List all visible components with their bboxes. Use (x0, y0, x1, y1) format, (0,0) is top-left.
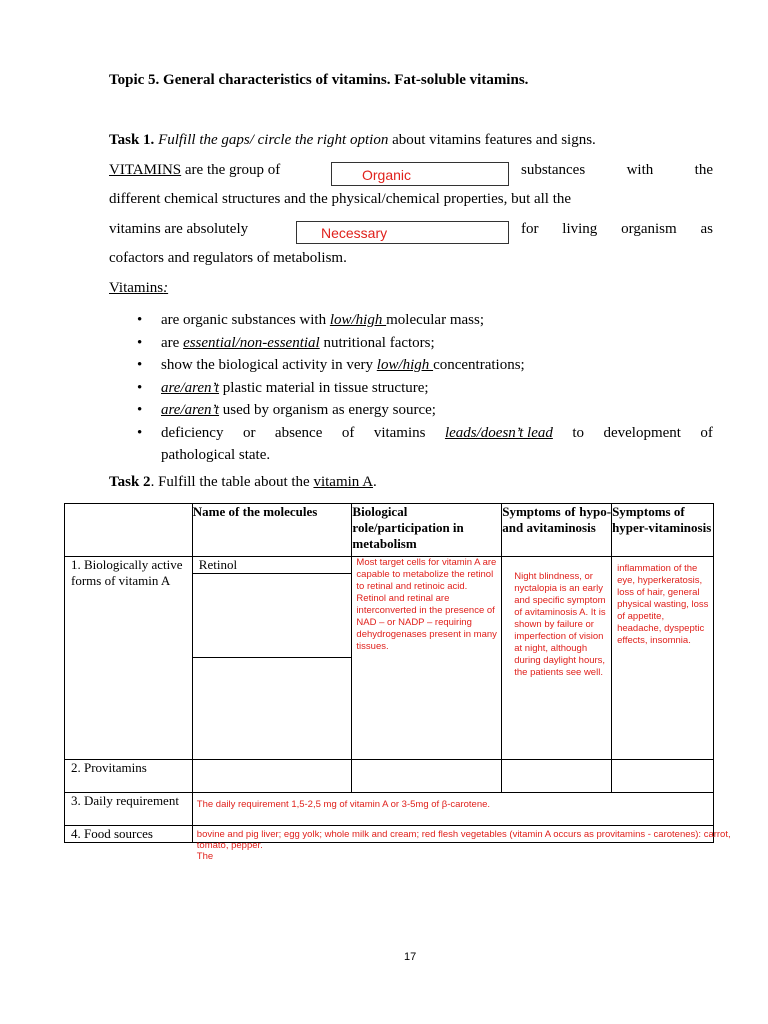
row-label-provitamins: 2. Provitamins (65, 760, 193, 793)
task1-label: Task 1. (109, 132, 155, 148)
option-are-arent-energy[interactable]: are/aren’t (161, 402, 220, 418)
row-label-food-sources: 4. Food sources (65, 826, 193, 843)
bullet-text: plastic material in tissue structure; (219, 379, 429, 396)
provitamins-cell[interactable] (612, 760, 714, 793)
daily-requirement-cell[interactable] (192, 793, 713, 826)
task1-line3-b1: for (521, 221, 539, 237)
bullet-word: to (572, 424, 584, 441)
option-low-high[interactable]: low/high (329, 312, 387, 328)
bullet-text: molecular mass; (386, 312, 484, 328)
task1-line3-right (521, 219, 713, 239)
task1-line3-b4: as (700, 221, 713, 237)
table-header-row (65, 504, 714, 557)
bullet-word: or (242, 424, 256, 441)
task1-line3-b2: living (562, 221, 598, 237)
task1-heading (109, 130, 596, 150)
list-item (137, 399, 713, 422)
bullet-word: vitamins (373, 424, 426, 441)
option-are-arent-plastic[interactable]: are/aren’t (161, 379, 220, 396)
task1-line3-b3: organism (621, 221, 677, 237)
list-item (137, 332, 713, 355)
bullet-text: are (161, 334, 184, 351)
task1-line1-b1: substances (521, 162, 586, 178)
vitamins-heading-word: Vitamins (109, 280, 164, 296)
food-sources-text-extra: The (196, 851, 214, 862)
role-cell[interactable] (352, 557, 502, 760)
vitamins-heading-colon: : (163, 280, 169, 296)
daily-requirement-answer: The daily requirement 1,5-2,5 mg of vitamin A or 3-5mg of β-carotene. (196, 799, 491, 810)
task1-instruction: Fulfill the gaps/ circle the right option (158, 132, 389, 148)
task1-line1-a: are the group of (184, 162, 281, 178)
task1-line1-right (521, 160, 713, 180)
task2-period: . (373, 474, 377, 490)
hypo-answer: Night blindness, or nyctalopia is an early and specific symptom of avitaminosis A. It is shown by failure or imperfection of vision at night, although during daylight hours, the patients see well. (514, 571, 606, 678)
task2-label: Task 2 (109, 474, 151, 490)
option-essential[interactable]: essential/non-essential (183, 334, 320, 351)
molecule-names-cell (192, 557, 352, 760)
hyper-answer: inflammation of the eye, hyperkeratosis, loss of hair, general physical wasting, loss of appetite, headache, dyspeptic effects, insomnia. (617, 563, 709, 646)
task2-heading (109, 472, 377, 492)
molecule-retinol[interactable]: Retinol (193, 557, 352, 574)
list-item (137, 377, 713, 400)
list-item (137, 309, 713, 332)
bullet-line: pathological state. (161, 447, 271, 463)
table-row (65, 793, 714, 826)
table-row (65, 557, 714, 760)
bullet-text: are organic substances with (161, 312, 330, 328)
task1-line3-a: vitamins are absolutely (109, 221, 249, 237)
molecule-blank-field[interactable] (193, 574, 352, 658)
header-name-molecules: Name of the molecules (192, 504, 352, 557)
provitamins-cell[interactable] (502, 760, 612, 793)
bullet-word: development (603, 424, 681, 441)
header-empty-cell (65, 504, 193, 557)
task1-line4: cofactors and regulators of metabolism. (109, 250, 347, 266)
page-title: Topic 5. General characteristics of vitamins. Fat-soluble vitamins. (109, 72, 529, 88)
food-sources-text: bovine and pig liver; egg yolk; whole milk and cream; red flesh vegetables (vitamin A occurs as provitamins - carotenes): carrot, tomato, pepper. (196, 829, 731, 851)
header-biological-role: Biological role/participation in metabolism (352, 504, 502, 557)
bullet-text: show the biological activity in very (161, 357, 377, 373)
organic-answer-field[interactable]: Organic (331, 162, 509, 186)
bullet-word: • deficiency (161, 424, 224, 441)
bullet-text: concentrations; (433, 357, 525, 373)
list-item (137, 422, 713, 467)
hypo-cell[interactable] (502, 557, 612, 760)
vitamin-a-table (64, 503, 731, 862)
provitamins-cell[interactable] (352, 760, 502, 793)
food-sources-cell[interactable] (192, 826, 731, 862)
role-answer: Most target cells for vitamin A are capable to metabolize the retinol to retinal and retinoic acid. Retinol and retinal are interconverted in the presence of NAD – or NADP – requiring dehydrogenases present in many tissues. (356, 557, 497, 652)
provitamins-cell[interactable] (192, 760, 352, 793)
table-row (65, 760, 714, 793)
task2-text: . Fulfill the table about the (150, 474, 314, 490)
vitamins-heading (109, 278, 168, 298)
task1-line2: different chemical structures and the physical/chemical properties, but all the (109, 191, 572, 207)
task1-line1-left (109, 160, 280, 180)
table-row (65, 826, 714, 843)
header-hypo-symptoms: Symptoms of hypo- and avitaminosis (502, 504, 612, 557)
bullet-text: used by organism as energy source; (219, 402, 436, 418)
row-label-daily-requirement: 3. Daily requirement (65, 793, 193, 826)
necessary-answer-field[interactable]: Necessary (296, 221, 509, 244)
header-hyper-symptoms: Symptoms of hyper-vitaminosis (612, 504, 714, 557)
option-low-high-conc[interactable]: low/high (376, 357, 434, 373)
vitamins-term: VITAMINS (109, 162, 182, 178)
option-leads[interactable]: leads/doesn’t lead (444, 424, 553, 441)
hyper-cell[interactable] (612, 557, 714, 760)
vitamin-properties-list (137, 309, 713, 467)
bullet-text: nutritional factors; (319, 334, 435, 351)
molecule-blank-field[interactable] (193, 658, 352, 758)
bullet-line (161, 422, 713, 445)
bullet-word: of (700, 424, 713, 441)
task1-line1-b2: with (626, 162, 654, 178)
task1-line1-b3: the (694, 162, 713, 178)
task1-rest: about vitamins features and signs. (392, 132, 596, 148)
task2-vitamin-a: vitamin A (313, 474, 374, 490)
food-sources-answer (197, 829, 737, 862)
page-number: 17 (404, 951, 417, 963)
list-item (137, 354, 713, 377)
bullet-word: of (341, 424, 355, 441)
row-label-active-forms: 1. Biologically active forms of vitamin A (65, 557, 193, 760)
bullet-word: absence (274, 424, 323, 441)
